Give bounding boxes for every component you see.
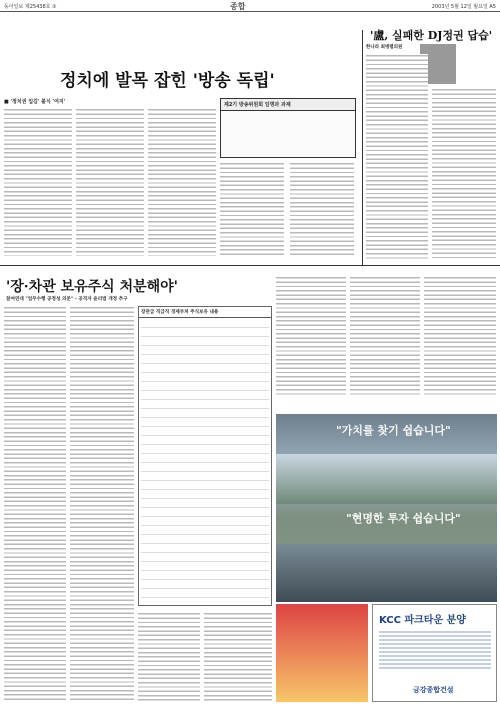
bottom-col2 [70, 306, 134, 702]
ad-headline-mid: "현명한 투자 쉽습니다" [346, 512, 461, 525]
side-col2 [432, 88, 496, 258]
box-title: 제2기 방송위원회 임명과 과제 [221, 99, 355, 111]
masthead-right: 2003년 5월 12일 월요일 A5 [431, 4, 496, 10]
advertisement-banner [276, 414, 497, 602]
right-mid-col1 [276, 276, 346, 396]
side-byline: 한나라 최병렬의원 [366, 45, 403, 50]
main-headline: 정치에 발목 잡힌 '방송 독립' [60, 71, 275, 91]
masthead-left: 동아일보 제25438호 ② [4, 4, 57, 10]
main-story-col1 [4, 108, 72, 256]
bottom-headline: '장·차관 보유주식 처분해야' [6, 279, 178, 295]
bottom-col4 [204, 612, 272, 702]
bottom-subhead: 참여연대 "업무수행 공정성 의문" - 공직자 윤리법 개정 추구 [6, 297, 128, 302]
main-story-col2 [76, 108, 144, 256]
right-mid-col3 [424, 276, 496, 396]
table-title: 장관급 직급직 경제부처 주식보유 내용 [139, 307, 271, 318]
stock-table [138, 306, 272, 606]
main-subhead: ■ '정치권 입김' 불식 '여지' [4, 99, 66, 105]
side-headline: '盧, 실패한 DJ정권 답습' [370, 29, 493, 42]
ad-headline-top: "가치를 찾기 쉽습니다" [336, 424, 451, 437]
ad-photo [276, 454, 497, 504]
section-rule [0, 265, 500, 266]
kcc-advertisement [372, 604, 497, 702]
kcc-title: KCC 파크타운 분양 [379, 615, 466, 626]
small-ad-image [276, 604, 368, 702]
main-story-box [220, 98, 356, 158]
table-rows [141, 319, 269, 603]
kcc-body [379, 629, 491, 669]
bottom-col3 [138, 612, 200, 702]
kcc-company: 금강종합건설 [413, 686, 454, 694]
side-col1 [366, 54, 428, 259]
column-divider [362, 30, 363, 266]
ad-photo-lower [276, 544, 497, 602]
right-mid-col2 [350, 276, 420, 396]
masthead-section: 종합 [230, 2, 246, 11]
masthead [0, 0, 500, 12]
main-story-col3 [148, 108, 216, 256]
box-col-a [220, 162, 284, 256]
bottom-col1 [4, 306, 66, 702]
box-col-b [290, 162, 354, 256]
